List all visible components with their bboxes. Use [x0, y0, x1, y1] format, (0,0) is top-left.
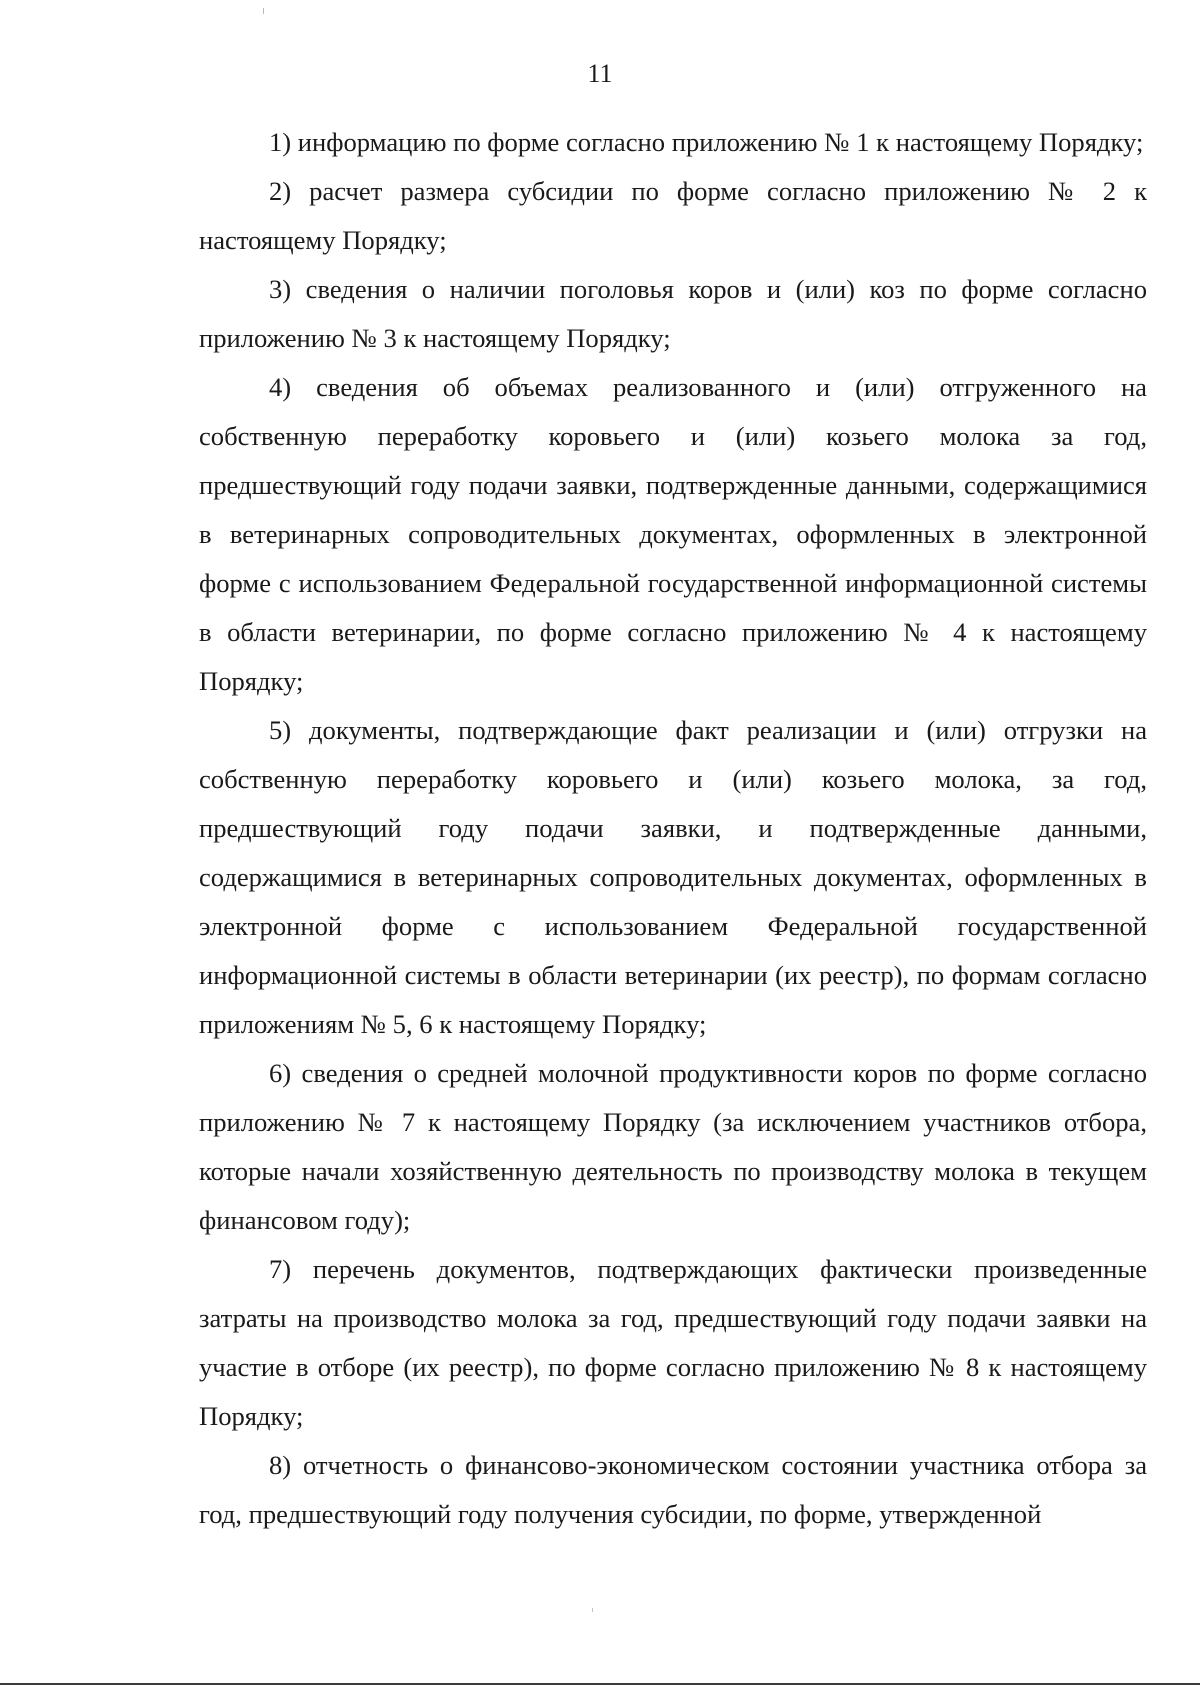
paragraph-item-2: 2) расчет размера субсидии по форме согласно приложению № 2 к настоящему Порядку;: [199, 176, 1147, 255]
document-body: [199, 118, 1147, 1539]
paragraph-item-4: 4) сведения об объемах реализованного и (или) отгруженного на собственную переработку коровьего и (или) козьего молока за год, предшествующий году подачи заявки, подтвержденные данными, содержащимися в ветеринарных сопроводительных документах, оформленных в электронной форме с использованием Федеральной государственной информационной системы в области ветеринарии, по форме согласно приложению № 4 к настоящему Порядку;: [199, 372, 1147, 696]
scan-mark-bottom: [592, 1608, 593, 1612]
scan-mark-top: [263, 8, 264, 14]
paragraph-item-8: 8) отчетность о финансово-экономическом состоянии участника отбора за год, предшествующий году получения субсидии, по форме, утвержденной: [199, 1450, 1147, 1529]
paragraph-item-1: 1) информацию по форме согласно приложению № 1 к настоящему Порядку;: [269, 127, 1144, 157]
page-number: 11: [587, 59, 613, 88]
paragraph-item-3: 3) сведения о наличии поголовья коров и (или) коз по форме согласно приложению № 3 к настоящему Порядку;: [199, 274, 1147, 353]
paragraph-item-5: 5) документы, подтверждающие факт реализации и (или) отгрузки на собственную переработку коровьего и (или) козьего молока, за год, предшествующий году подачи заявки, и подтвержденные данными, содержащимися в ветеринарных сопроводительных документах, оформленных в электронной форме с использованием Федеральной государственной информационной системы в области ветеринарии (их реестр), по формам согласно приложениям № 5, 6 к настоящему Порядку;: [199, 715, 1147, 1039]
paragraph-item-7: 7) перечень документов, подтверждающих фактически произведенные затраты на производство молока за год, предшествующий году подачи заявки на участие в отборе (их реестр), по форме согласно приложению № 8 к настоящему Порядку;: [199, 1254, 1147, 1431]
paragraph-item-6: 6) сведения о средней молочной продуктивности коров по форме согласно приложению № 7 к настоящему Порядку (за исключением участников отбора, которые начали хозяйственную деятельность по производству молока в текущем финансовом году);: [199, 1058, 1147, 1235]
page-edge-rule: [0, 1683, 1200, 1685]
